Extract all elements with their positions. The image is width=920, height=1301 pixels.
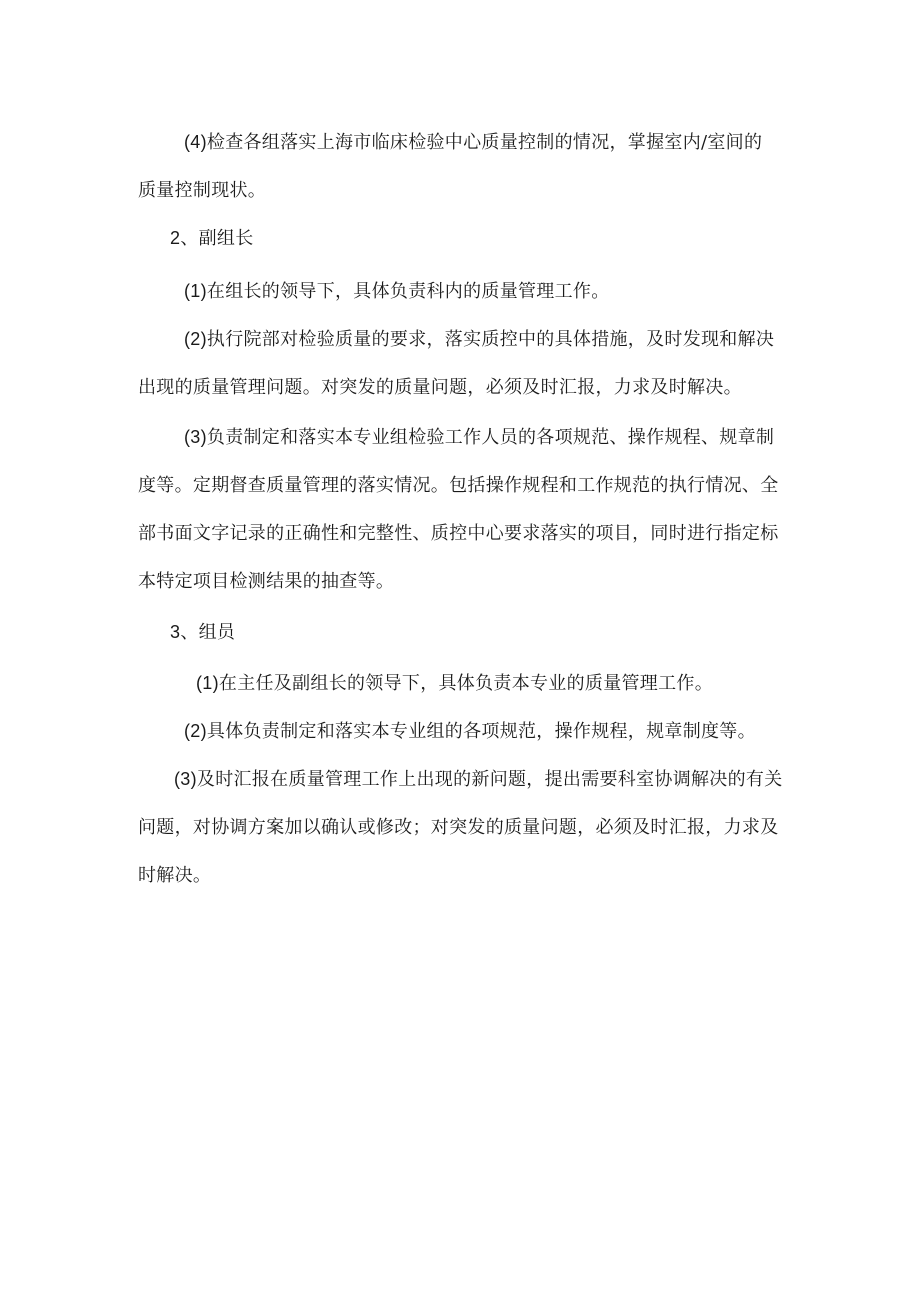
item-text: 在主任及副组长的领导下，具体负责本专业的质量管理工作。 xyxy=(218,673,714,694)
item-text: 度等。定期督查质量管理的落实情况。包括操作规程和工作规范的执行情况、全 xyxy=(138,475,779,496)
item-text: 检查各组落实上海市临床检验中心质量控制的情况，掌握室内/室间的 xyxy=(206,132,763,153)
item-text: 问题，对协调方案加以确认或修改；对突发的质量问题，必须及时汇报，力求及 xyxy=(138,817,779,838)
item-number: (2) xyxy=(184,721,207,741)
item-text: 及时汇报在质量管理工作上出现的新问题，提出需要科室协调解决的有关 xyxy=(196,769,783,790)
item-number: (3) xyxy=(184,427,207,447)
item-text: 具体负责制定和落实本专业组的各项规范，操作规程，规章制度等。 xyxy=(206,721,756,742)
item-text: 在组长的领导下，具体负责科内的质量管理工作。 xyxy=(206,281,610,302)
item-paragraph xyxy=(138,755,788,900)
item-text: 时解决。 xyxy=(138,865,212,886)
item-paragraph xyxy=(138,118,788,215)
item-paragraph xyxy=(138,315,788,412)
item-text: 执行院部对检验质量的要求，落实质控中的具体措施，及时发现和解决 xyxy=(206,329,775,350)
section-heading xyxy=(138,608,788,657)
item-paragraph xyxy=(138,267,788,316)
item-number: (1) xyxy=(196,673,219,693)
item-number: (4) xyxy=(184,132,207,152)
item-text: 出现的质量管理问题。对突发的质量问题，必须及时汇报，力求及时解决。 xyxy=(138,377,742,398)
section-heading xyxy=(138,214,788,263)
heading-number: 2 xyxy=(170,228,181,248)
item-text: 质量控制现状。 xyxy=(138,180,267,201)
item-text: 部书面文字记录的正确性和完整性、质控中心要求落实的项目，同时进行指定标 xyxy=(138,523,779,544)
item-text: 本特定项目检测结果的抽查等。 xyxy=(138,571,395,592)
item-paragraph xyxy=(138,707,788,756)
heading-text: 、组员 xyxy=(180,622,236,643)
item-number: (1) xyxy=(184,281,207,301)
item-number: (2) xyxy=(184,329,207,349)
item-paragraph xyxy=(138,413,788,606)
heading-number: 3 xyxy=(170,622,181,642)
item-number: (3) xyxy=(174,769,197,789)
item-text: 负责制定和落实本专业组检验工作人员的各项规范、操作规程、规章制 xyxy=(206,427,775,448)
heading-text: 、副组长 xyxy=(180,228,254,249)
item-paragraph xyxy=(138,659,788,708)
